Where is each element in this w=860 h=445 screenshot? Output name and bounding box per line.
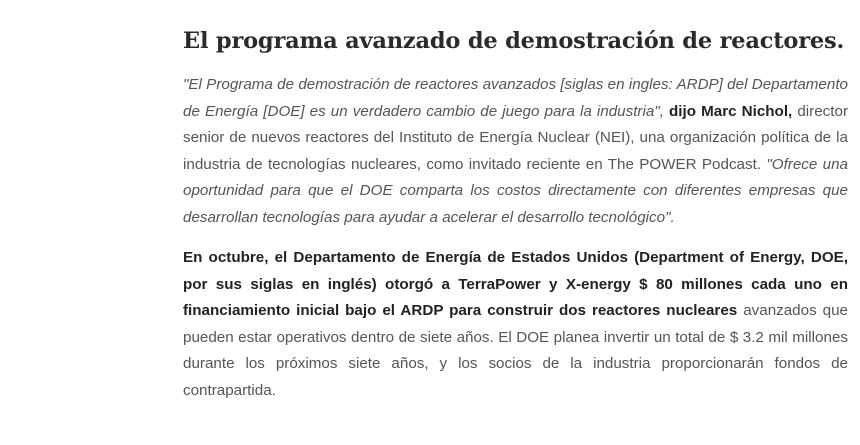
speaker-description: director senior de nuevos reactores del Instituto de Energía Nuclear (NEI), una organización política de la industria de tecnologías nucleares, como invitado reciente en The POWER Podcast.	[183, 102, 849, 173]
article	[183, 0, 848, 404]
quote-opening: "El Programa de demostración de reactores avanzados [siglas en ingles: ARDP] del Departamento de Energía [DOE] es un verdadero cambio de juego para la industria",	[183, 76, 848, 120]
article-title: El programa avanzado de demostración de reactores.	[183, 28, 845, 54]
funding-details: avanzados que pueden estar operativos dentro de siete años. El DOE planea invertir un total de $ 3.2 mil millones durante los próximos siete años, y los socios de la industria proporcionarán fondos de contrapartida.	[183, 302, 848, 399]
paragraph-quote	[183, 72, 848, 231]
speaker-attribution: dijo Marc Nichol,	[669, 102, 793, 120]
funding-highlight: En octubre, el Departamento de Energía de Estados Unidos (Department of Energy, DOE, por sus siglas en inglés) otorgó a TerraPower y X-energy $ 80 millones cada uno en financiamiento inicial bajo el ARDP para construir dos reactores nucleares	[183, 249, 848, 319]
quote-closing: "Ofrece una oportunidad para que el DOE comparta los costos directamente con diferentes empresas que desarrollan tecnologías para ayudar a acelerar el desarrollo tecnológico".	[183, 155, 848, 226]
paragraph-funding	[183, 245, 848, 404]
